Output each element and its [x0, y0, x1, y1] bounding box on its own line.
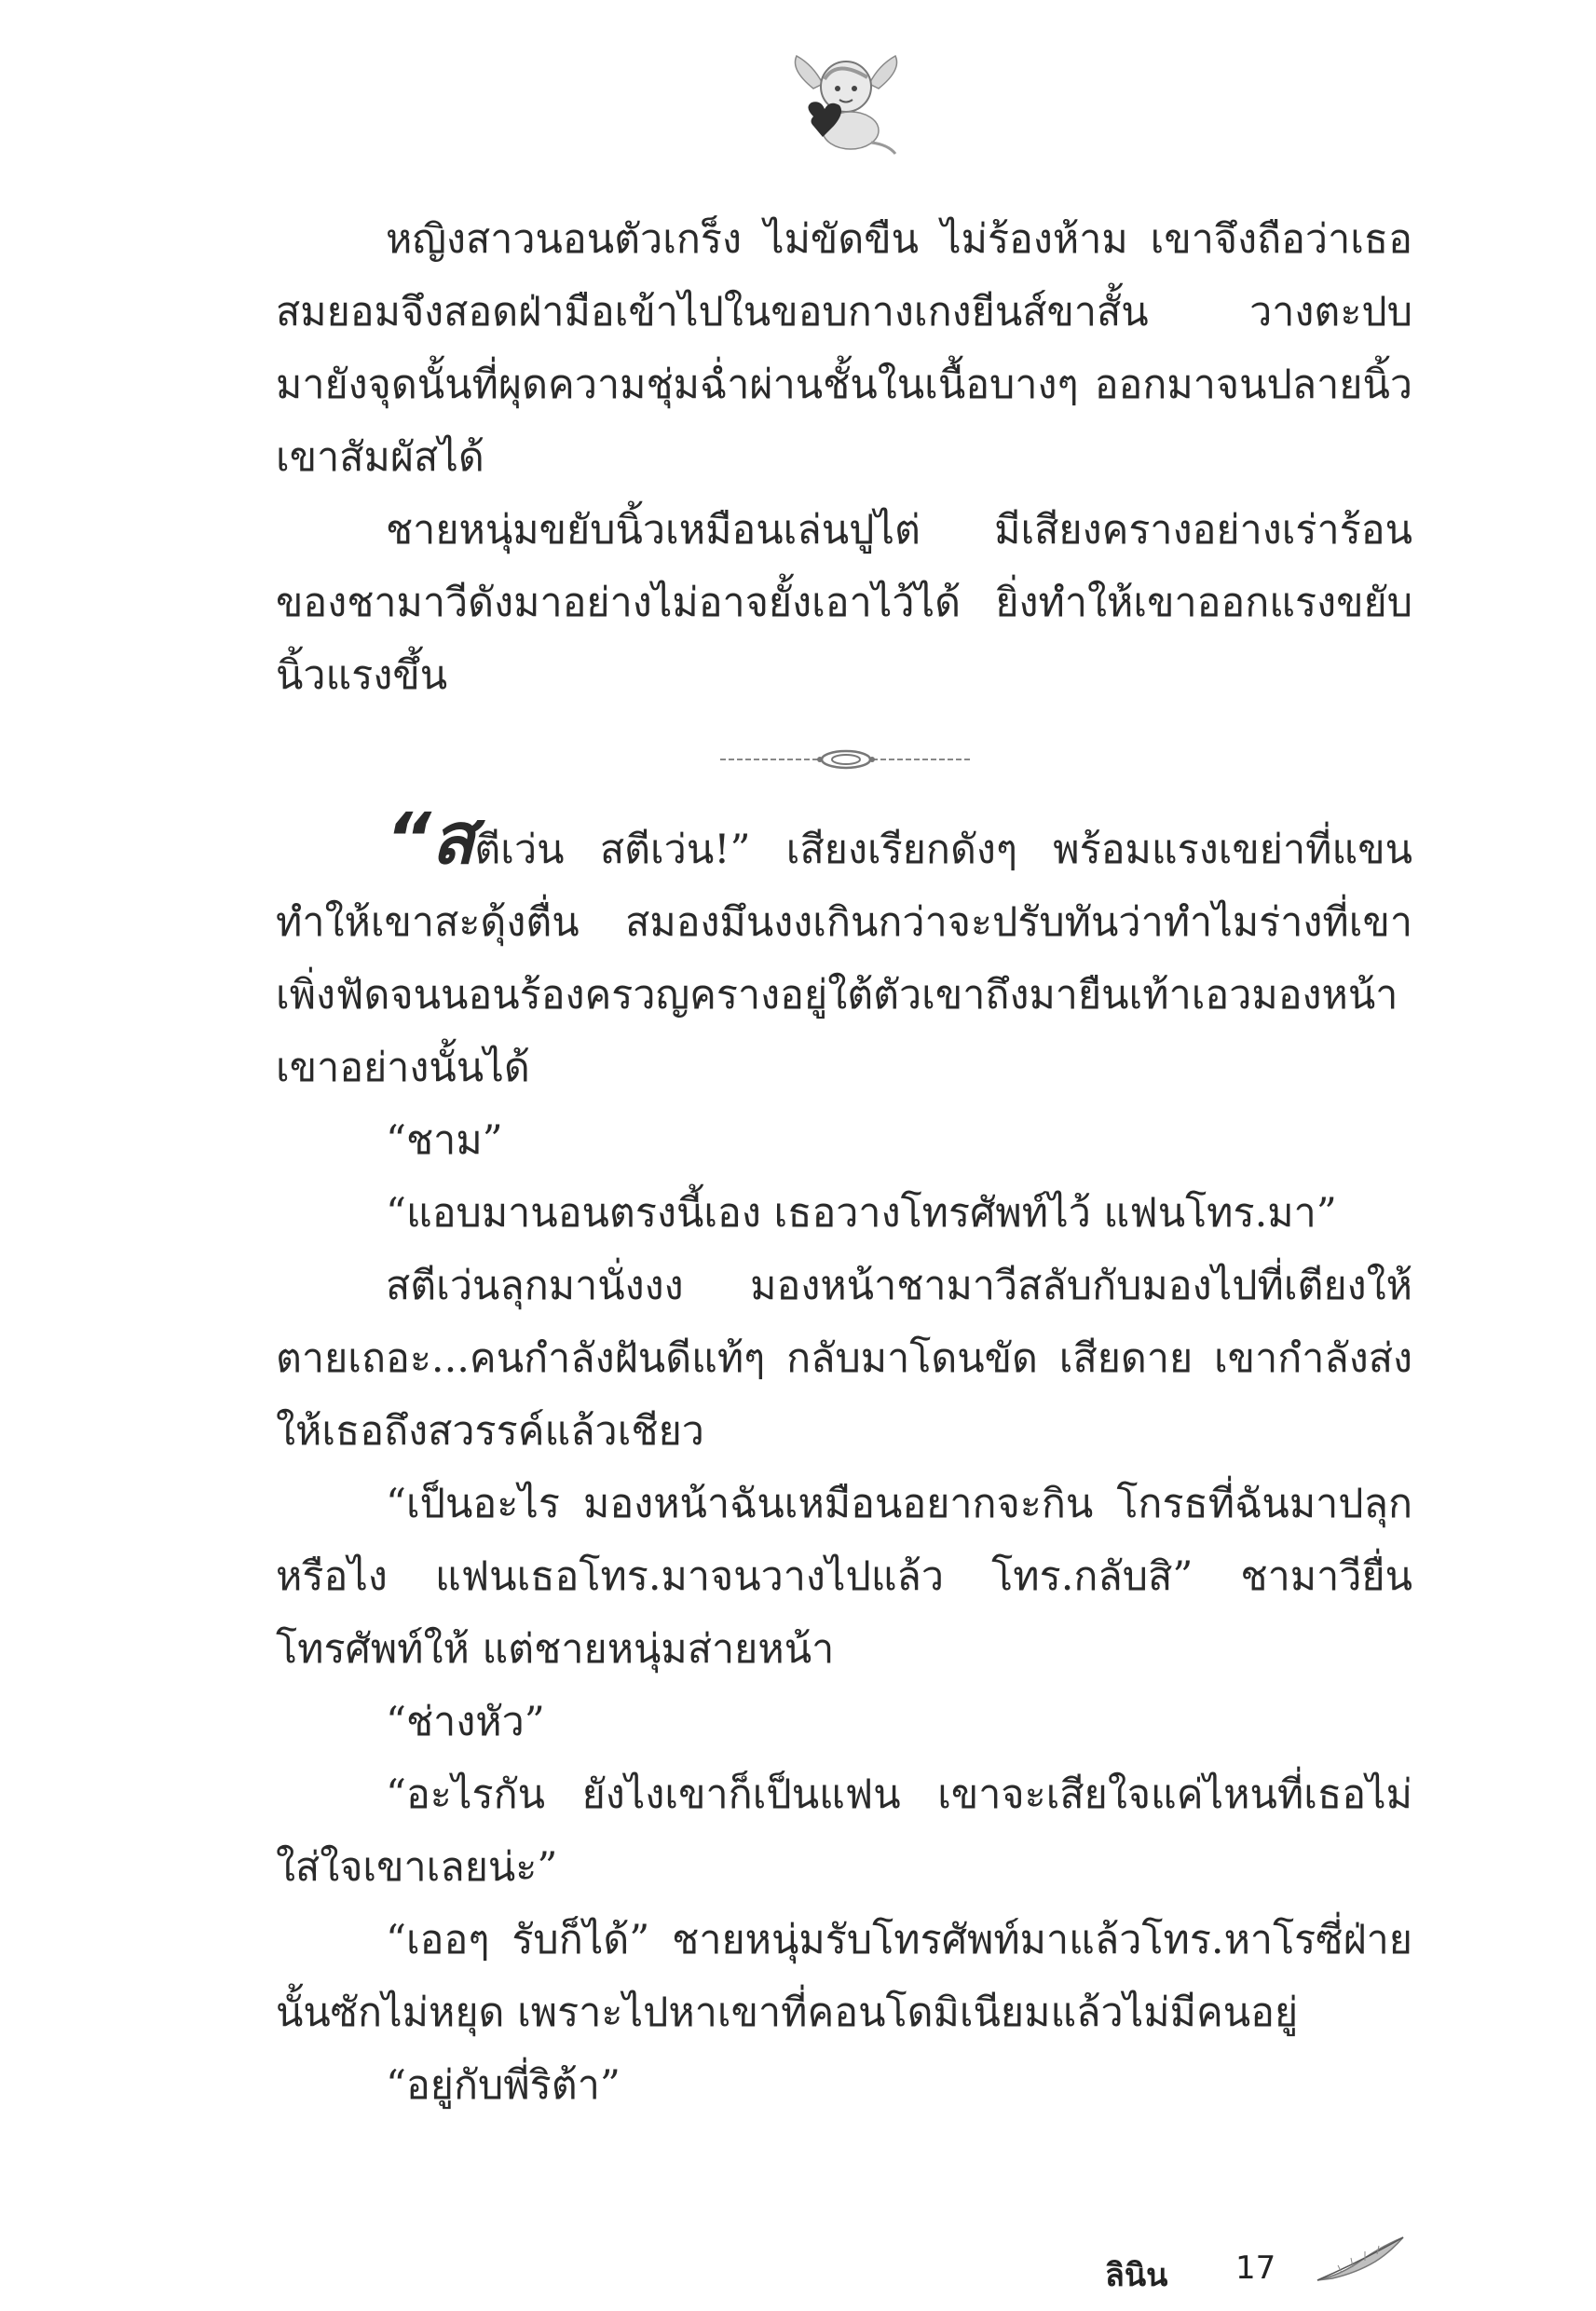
dropcap: “ส	[386, 797, 475, 880]
feather-icon	[1314, 2232, 1407, 2288]
paragraph: “อะไรกัน ยังไงเขาก็เป็นแฟน เขาจะเสียใจแค่ไหนที่เธอไม่ใส่ใจเขาเลยน่ะ”	[276, 1771, 1412, 1891]
paragraph: หญิงสาวนอนตัวเกร็ง ไม่ขัดขืน ไม่ร้องห้าม เขาจึงถือว่าเธอสมยอมจึงสอดฝ่ามือเข้าไปในขอบกางเกงยีนส์ขาสั้น วางตะปบมายังจุดนั้นที่ผุดความชุ่มฉ่ำผ่านชั้นในเนื้อบางๆ ออกมาจนปลายนิ้วเขาสัมผัสได้	[276, 216, 1412, 481]
paragraph: “เป็นอะไร มองหน้าฉันเหมือนอยากจะกิน โกรธที่ฉันมาปลุกหรือไง แฟนเธอโทร.มาจนวางไปแล้ว โทร.กลับสิ” ชามาวียื่นโทรศัพท์ให้ แต่ชายหนุ่มส่ายหน้า	[276, 1481, 1412, 1673]
paragraph: “ช่างหัว”	[386, 1699, 545, 1745]
paragraph: สตีเว่นลุกมานั่งงง มองหน้าชามาวีสลับกับมองไปที่เตียงให้ตายเถอะ...คนกำลังฝันดีแท้ๆ กลับมาโดนขัด เสียดาย เขากำลังส่งให้เธอถึงสวรรค์แล้วเชียว	[276, 1263, 1412, 1455]
paragraph: “ชาม”	[386, 1117, 503, 1164]
footer-book-title: ลินิน	[1105, 2257, 1168, 2294]
paragraph: ชายหนุ่มขยับนิ้วเหมือนเล่นปูไต่ มีเสียงครางอย่างเร่าร้อนของชามาวีดังมาอย่างไม่อาจยั้งเอาไว้ได้ ยิ่งทำให้เขาออกแรงขยับนิ้วแรงขึ้น	[276, 507, 1412, 699]
ornamental-divider-icon	[716, 745, 976, 773]
paragraph-text: ตีเว่น สตีเว่น!” เสียงเรียกดังๆ พร้อมแรงเขย่าที่แขนทำให้เขาสะดุ้งตื่น สมองมึนงงเกินกว่าจะปรับทันว่าทำไมร่างที่เขาเพิ่งฟัดจนนอนร้องครวญครางอยู่ใต้ตัวเขาถึงมายืนเท้าเอวมองหน้าเขาอย่างนั้นได้	[276, 827, 1412, 1091]
paragraph-with-dropcap	[276, 797, 1412, 1104]
text-block-lower	[276, 797, 1412, 2122]
text-block-upper	[276, 203, 1412, 712]
paragraph: “แอบมานอนตรงนี้เอง เธอวางโทรศัพท์ไว้ แฟนโทร.มา”	[386, 1190, 1337, 1237]
paragraph: “อยู่กับพี่ริต้า”	[386, 2062, 621, 2109]
cherub-with-heart-icon	[785, 51, 907, 158]
footer-page-number: 17	[1235, 2249, 1276, 2287]
paragraph: “เออๆ รับก็ได้” ชายหนุ่มรับโทรศัพท์มาแล้วโทร.หาโรซี่ฝ่ายนั้นซักไม่หยุด เพราะไปหาเขาที่คอนโดมิเนียมแล้วไม่มีคนอยู่	[276, 1917, 1412, 2036]
